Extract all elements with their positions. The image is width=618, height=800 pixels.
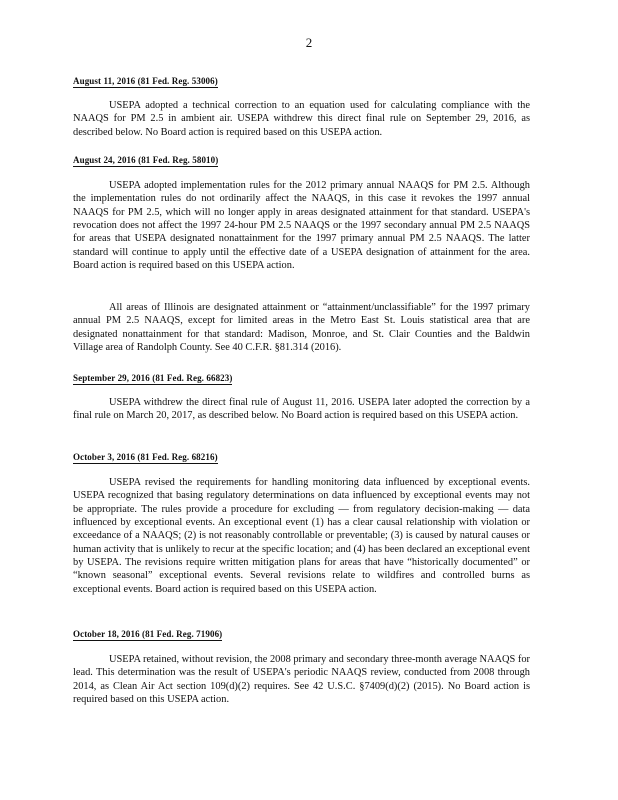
entry-paragraph: USEPA adopted implementation rules for the 2012 primary annual NAAQS for PM 2.5. Although the implementation rules do not ordinarily affect the NAAQS, in this case it revokes the 1997 annual NAAQS for PM 2.5, which will no longer apply in areas designated attainment for that standard. USEPA's revocation does not affect the 1997 24-hour PM 2.5 NAAQS or the 1997 secondary annual PM 2.5 NAAQS for areas that USEPA designated nonattainment for the 1997 primary annual PM 2.5 NAAQS. The latter standard will continue to apply until the effective date of a USEPA designation of attainment for the area. Board action is required based on this USEPA action. xyxy=(73,180,530,272)
page-number: 2 xyxy=(305,35,313,50)
entry-heading: August 24, 2016 (81 Fed. Reg. 58010) xyxy=(73,155,219,165)
entry-heading: October 18, 2016 (81 Fed. Reg. 71906) xyxy=(73,629,223,639)
entry-heading: September 29, 2016 (81 Fed. Reg. 66823) xyxy=(73,373,233,383)
entry-paragraph: USEPA revised the requirements for handling monitoring data influenced by exceptional events. USEPA recognized that basing regulatory determinations on data influenced by exceptional events may not be appropriate. The rules provide a procedure for excluding — from regulatory decision-making — data influenced by exceptional events. An exceptional event (1) has a clear causal relationship with violation or exceedance of a NAAQS; (2) is not reasonably controllable or preventable; (3) is caused by natural causes or human activity that is unlikely to recur at the specific location; and (4) has been declared an exceptional event by USEPA. The revisions require written mitigation plans for areas that have “historically documented” or “known seasonal” exceptional events. Several revisions relate to wildfires and controlled burns as exceptional events. Board action is required based on this USEPA action. xyxy=(73,477,531,595)
entry-paragraph: All areas of Illinois are designated attainment or “attainment/unclassifiable” for the 1997 primary annual PM 2.5 NAAQS, except for limited areas in the Metro East St. Louis statistical area that are designated nonattainment for that standard: Madison, Monroe, and St. Clair Counties and the Baldwin Village area of Randolph County. See 40 C.F.R. §81.314 (2016). xyxy=(73,302,530,354)
entry-paragraph: USEPA retained, without revision, the 2008 primary and secondary three-month average NAAQS for lead. This determination was the result of USEPA's periodic NAAQS review, conducted from 2008 through 2014, as Clean Air Act section 109(d)(2) requires. See 42 U.S.C. §7409(d)(2) (2015). No Board action is required based on this USEPA action. xyxy=(73,654,530,706)
entry-paragraph: USEPA adopted a technical correction to an equation used for calculating compliance with the NAAQS for PM 2.5 in ambient air. USEPA withdrew this direct final rule on September 29, 2016, as described below. No Board action is required based on this USEPA action. xyxy=(73,100,530,138)
entry-heading: October 3, 2016 (81 Fed. Reg. 68216) xyxy=(73,452,218,462)
entry-heading: August 11, 2016 (81 Fed. Reg. 53006) xyxy=(73,76,218,86)
entry-paragraph: USEPA withdrew the direct final rule of August 11, 2016. USEPA later adopted the correction by a final rule on March 20, 2017, as described below. No Board action is required based on this USEPA action. xyxy=(73,397,530,422)
